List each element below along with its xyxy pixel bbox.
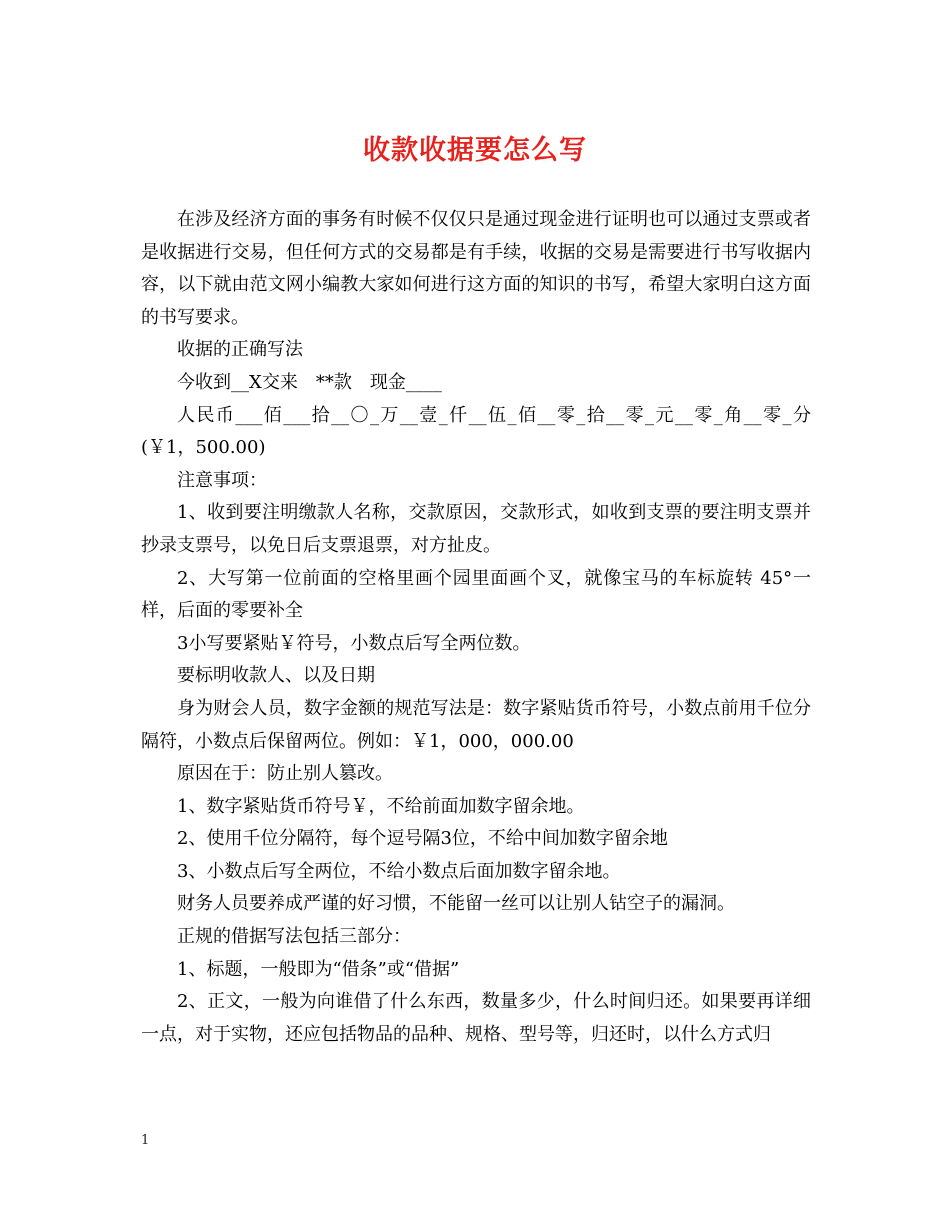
page-number: 1 bbox=[141, 1133, 150, 1148]
document-title: 收款收据要怎么写 bbox=[363, 135, 587, 166]
paragraph: 1、收到要注明缴款人名称，交款原因，交款形式，如收到支票的要注明支票并抄录支票号，以免日后支票退票，对方扯皮。 bbox=[141, 502, 811, 556]
paragraph: 人民币___佰___拾__〇_万__壹_仟__伍_佰__零_拾__零_元__零_角__零_分(￥1，500.00) bbox=[141, 404, 811, 459]
paragraph: 收据的正确写法 bbox=[177, 339, 303, 361]
paragraph: 今收到__X交来 **款 现金____ bbox=[177, 371, 442, 393]
paragraph: 2、正文，一般为向谁借了什么东西，数量多少，什么时间归还。如果要再详细一点，对于实物，还应包括物品的品种、规格、型号等，归还时，以什么方式归 bbox=[141, 991, 811, 1045]
paragraph: 要标明收款人、以及日期 bbox=[177, 665, 375, 687]
paragraph: 3、小数点后写全两位，不给小数点后面加数字留余地。 bbox=[177, 860, 621, 882]
paragraph: 1、标题，一般即为“借条”或“借据” bbox=[177, 958, 460, 980]
paragraph: 2、大写第一位前面的空格里画个园里面画个叉，就像宝马的车标旋转 45°一样，后面的零要补全 bbox=[141, 567, 811, 622]
paragraph: 注意事项： bbox=[177, 469, 267, 491]
paragraph: 正规的借据写法包括三部分： bbox=[177, 926, 411, 948]
paragraph: 1、数字紧贴货币符号￥，不给前面加数字留余地。 bbox=[177, 795, 585, 817]
paragraph: 财务人员要养成严谨的好习惯，不能留一丝可以让别人钻空子的漏洞。 bbox=[177, 893, 735, 915]
paragraph: 原因在于：防止别人篡改。 bbox=[177, 763, 393, 785]
paragraph: 身为财会人员，数字金额的规范写法是：数字紧贴货币符号，小数点前用千位分隔符，小数点后保留两位。例如：￥1，000，000.00 bbox=[141, 697, 811, 752]
document-body bbox=[141, 204, 811, 1051]
paragraph: 2、使用千位分隔符，每个逗号隔3位，不给中间加数字留余地 bbox=[177, 828, 668, 850]
paragraph: 在涉及经济方面的事务有时候不仅仅只是通过现金进行证明也可以通过支票或者是收据进行交易，但任何方式的交易都是有手续，收据的交易是需要进行书写收据内容，以下就由范文网小编教大家如何进行这方面的知识的书写，希望大家明白这方面的书写要求。 bbox=[141, 209, 811, 328]
paragraph: 3小写要紧贴￥符号，小数点后写全两位数。 bbox=[177, 632, 531, 654]
